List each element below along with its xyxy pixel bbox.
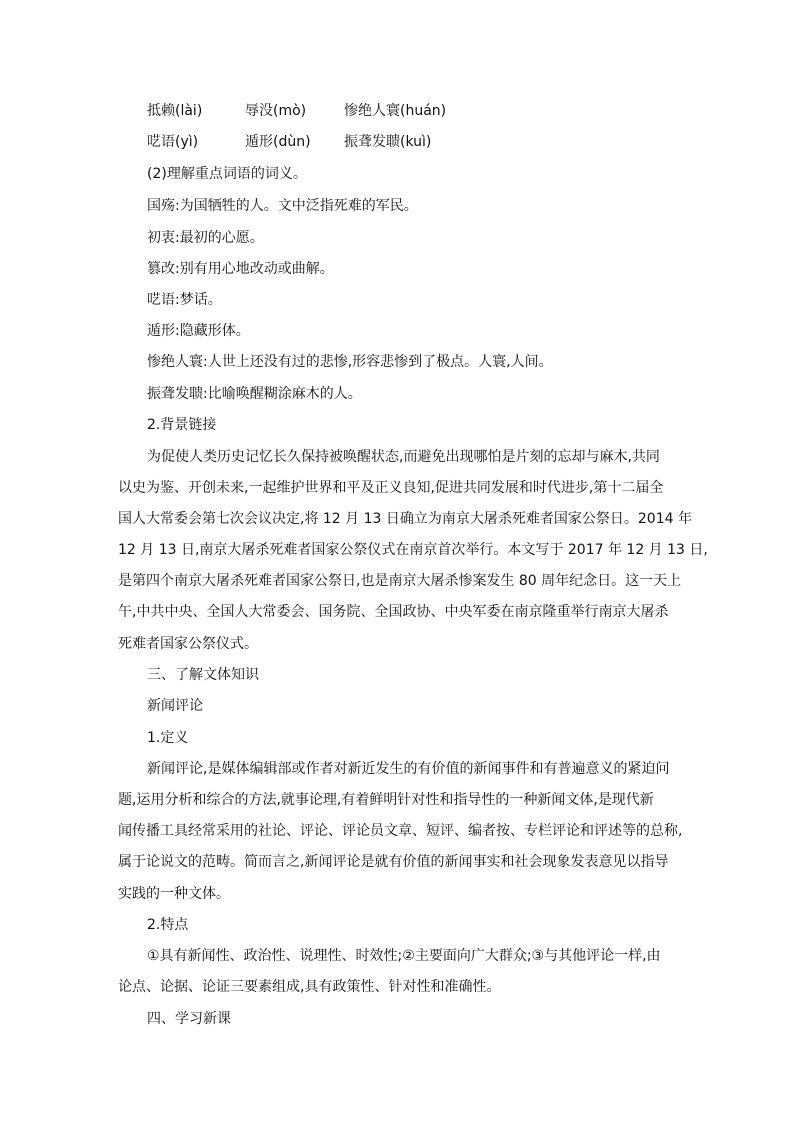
vocab-item: 初衷:最初的心愿。 [147, 230, 264, 246]
pronunciation-item: 抵赖(lài) [147, 103, 203, 119]
background-line: 12 月 13 日,南京大屠杀死难者国家公祭仪式在南京首次举行。本文写于 2017 年 12 月 13 日, [118, 542, 708, 558]
features-heading: 2.特点 [147, 917, 189, 933]
pronunciation-item: 遁形(dùn) [245, 134, 311, 150]
subheading: 新闻评论 [147, 698, 203, 714]
pronunciation-item: 辱没(mò) [245, 103, 307, 119]
definition-line: 闻传播工具经常采用的社论、评论、评论员文章、短评、编者按、专栏评论和评述等的总称, [118, 823, 683, 839]
definition-line: 题,运用分析和综合的方法,就事论理,有着鲜明针对性和指导性的一种新闻文体,是现代新 [118, 792, 654, 808]
pronunciation-item: 惨绝人寰(huán) [344, 103, 447, 119]
background-line: 午,中共中央、全国人大常委会、国务院、全国政协、中央军委在南京隆重举行南京大屠杀 [118, 604, 669, 620]
pronunciation-item: 呓语(yì) [147, 134, 199, 150]
features-line: ①具有新闻性、政治性、说理性、时效性;②主要面向广大群众;③与其他评论一样,由 [147, 948, 661, 964]
vocab-heading: (2)理解重点词语的词义。 [147, 166, 307, 182]
definition-line: 实践的一种文体。 [118, 886, 230, 902]
background-heading: 2.背景链接 [147, 417, 217, 433]
pronunciation-item: 振聋发聩(kuì) [344, 134, 432, 150]
background-line: 国人大常委会第七次会议决定,将 12 月 13 日确立为南京大屠杀死难者国家公祭日。2014 年 [118, 511, 692, 527]
vocab-item: 国殇:为国牺牲的人。文中泛指死难的军民。 [147, 198, 418, 214]
vocab-item: 惨绝人寰:人世上还没有过的悲惨,形容悲惨到了极点。人寰,人间。 [147, 354, 553, 370]
section-heading: 三、了解文体知识 [147, 667, 259, 683]
background-line: 是第四个南京大屠杀死难者国家公祭日,也是南京大屠杀惨案发生 80 周年纪念日。这一天上 [118, 573, 682, 589]
features-line: 论点、论据、论证三要素组成,具有政策性、针对性和准确性。 [118, 979, 501, 995]
definition-line: 属于论说文的范畴。简而言之,新闻评论是就有价值的新闻事实和社会现象发表意见以指导 [118, 854, 669, 870]
vocab-item: 篡改:别有用心地改动或曲解。 [147, 261, 334, 277]
vocab-item: 呓语:梦话。 [147, 292, 222, 308]
background-line: 为促使人类历史记忆长久保持被唤醒状态,而避免出现哪怕是片刻的忘却与麻木,共同 [147, 449, 660, 465]
background-line: 以史为鉴、开创未来,一起维护世界和平及正义良知,促进共同发展和时代进步,第十二届全 [118, 480, 664, 496]
section-heading: 四、学习新课 [147, 1011, 231, 1027]
vocab-item: 振聋发聩:比喻唤醒糊涂麻木的人。 [147, 386, 362, 402]
background-line: 死难者国家公祭仪式。 [118, 636, 258, 652]
vocab-item: 遁形:隐藏形体。 [147, 323, 250, 339]
definition-heading: 1.定义 [147, 730, 189, 746]
definition-line: 新闻评论,是媒体编辑部或作者对新近发生的有价值的新闻事件和有普遍意义的紧迫问 [147, 761, 670, 777]
